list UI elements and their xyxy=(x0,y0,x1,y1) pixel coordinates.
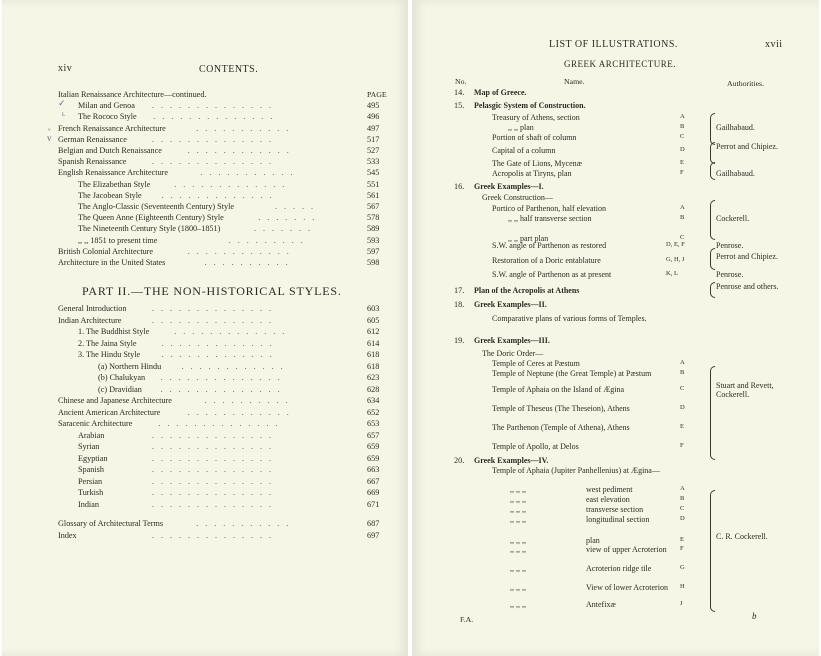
toc-entry-label: The Elizabethan Style xyxy=(78,179,151,189)
left-page-number: xiv xyxy=(58,63,73,74)
leader-dots: .............. xyxy=(158,419,285,428)
plate-letter: G xyxy=(680,564,685,571)
toc-entry-page: 598 xyxy=(367,258,380,267)
toc-entry-label: Turkish xyxy=(78,488,104,497)
page-column-header: PAGE xyxy=(367,90,387,99)
plate-letter: B xyxy=(680,214,685,221)
toc-entry-label: The Jacobean Style xyxy=(78,190,142,200)
authority-name: Stuart and Revett, Cockerell. xyxy=(716,381,774,399)
leader-dots: .......... xyxy=(204,258,295,267)
leader-dots: ............ xyxy=(187,407,296,417)
plate-letter: B xyxy=(680,369,685,376)
col-authorities-header: Authorities. xyxy=(727,79,765,88)
illustration-title: Capital of a column xyxy=(492,146,556,155)
illustration-title: Portico of Parthenon, half elevation xyxy=(492,204,606,213)
leader-dots: .............. xyxy=(152,499,278,509)
toc-row xyxy=(2,362,408,373)
toc-entry-page: 663 xyxy=(367,465,380,474)
plate-letter: C xyxy=(680,133,685,140)
toc-row xyxy=(2,500,408,511)
leader-dots: ............ xyxy=(181,361,290,371)
toc-entry-label: The Queen Anne (Eighteenth Century) Style xyxy=(78,213,224,223)
toc-row xyxy=(2,519,408,530)
ditto-marks: ,, ,, ,, xyxy=(510,545,526,554)
leader-dots: ....... xyxy=(258,213,322,223)
toc-entry-page: 567 xyxy=(367,202,380,211)
toc-row xyxy=(2,408,408,419)
illustration-title: S.W. angle of Parthenon as restored xyxy=(492,241,607,250)
toc-entry-label: (a) Northern Hindu xyxy=(98,361,162,371)
illustration-title: view of upper Acroterion xyxy=(586,545,667,554)
toc-entry-page: 597 xyxy=(367,246,380,256)
footer-signature: F.A. xyxy=(460,615,474,624)
toc-row xyxy=(2,224,408,235)
toc-entry-page: 659 xyxy=(367,453,380,463)
toc-entry-label: Ancient American Architecture xyxy=(58,407,161,417)
leader-dots: .............. xyxy=(160,373,287,382)
illustration-number: 20. xyxy=(454,456,465,465)
illustration-title: Greek Construction— xyxy=(482,193,553,202)
toc-row xyxy=(2,202,408,213)
plate-letter: A xyxy=(680,204,685,211)
plate-letter: E xyxy=(680,536,684,543)
greek-architecture-subheader: GREEK ARCHITECTURE. xyxy=(564,59,676,69)
authority-name: Perrot and Chipiez. xyxy=(716,142,778,151)
illustration-title: Greek Examples—III. xyxy=(474,336,550,345)
illustration-title: Greek Examples—II. xyxy=(474,300,547,309)
toc-row xyxy=(2,236,408,247)
left-page-contents xyxy=(2,0,408,656)
ditto-marks: ,, ,, ,, xyxy=(510,485,526,494)
toc-entry-page: 533 xyxy=(367,157,380,167)
toc-entry-label: Italian Renaissance Architecture—continued. xyxy=(58,90,207,99)
ditto-marks: ,, ,, ,, xyxy=(510,600,526,609)
brace xyxy=(710,366,715,460)
toc-entry-label: Spanish xyxy=(78,465,104,474)
toc-entry-page: 671 xyxy=(367,499,380,509)
toc-entry-label: The Rococo Style xyxy=(78,112,137,122)
illustration-title: Comparative plans of various forms of Temples. xyxy=(492,314,647,323)
brace xyxy=(710,490,715,612)
leader-dots: .............. xyxy=(152,315,278,325)
plate-letter: F xyxy=(680,169,684,176)
toc-entry-label: French Renaissance Architecture xyxy=(58,123,166,133)
ditto-marks: ,, ,, ,, xyxy=(510,536,526,545)
toc-entry-label: English Renaissance Architecture xyxy=(58,168,169,178)
toc-entry-label: British Colonial Architecture xyxy=(58,246,154,256)
contents-header: CONTENTS. xyxy=(199,64,259,75)
pencil-tick-mark: ʟ xyxy=(62,110,66,118)
illustration-title: Portion of shaft of column xyxy=(492,133,577,142)
toc-row xyxy=(2,247,408,258)
illustration-number: 14. xyxy=(454,88,465,97)
ditto-marks: ,, ,, ,, xyxy=(510,515,526,524)
authority-name: Cockerell. xyxy=(716,214,750,223)
plate-letter: C xyxy=(680,234,685,241)
ditto-marks: ,, ,, ,, xyxy=(510,583,526,592)
leader-dots: ..... xyxy=(275,202,320,211)
ditto-marks: ,, ,, ,, xyxy=(510,564,526,573)
footer-letter: b xyxy=(752,611,757,621)
plate-letter: H xyxy=(680,583,685,590)
toc-entry-page: 628 xyxy=(367,384,380,394)
illustration-title: plan xyxy=(586,536,600,545)
toc-entry-label: German Renaissance xyxy=(58,134,127,144)
toc-entry-page: 545 xyxy=(367,168,380,178)
toc-entry-page: 578 xyxy=(367,213,380,223)
illustration-title: ,, ,, plan xyxy=(508,123,534,132)
plate-letter: G, H, J xyxy=(666,256,685,263)
plate-letter: C xyxy=(680,385,685,392)
toc-entry-page: 612 xyxy=(367,327,380,336)
toc-row xyxy=(2,157,408,168)
illustration-title: transverse section xyxy=(586,505,644,514)
illustration-title: Greek Examples—IV. xyxy=(474,456,549,465)
illustration-title: Acroterion ridge tile xyxy=(586,564,652,573)
illustration-number: 16. xyxy=(454,182,465,191)
leader-dots: .............. xyxy=(152,530,278,540)
toc-row xyxy=(2,419,408,430)
authority-name: Penrose. xyxy=(716,270,744,279)
leader-dots: .............. xyxy=(152,442,278,451)
plate-letter: E xyxy=(680,423,684,430)
leader-dots: .............. xyxy=(152,453,278,463)
plate-letter: J xyxy=(680,600,683,607)
plate-letter: E xyxy=(680,159,684,166)
leader-dots: .............. xyxy=(152,488,278,497)
illustration-title: longitudinal section xyxy=(586,515,650,524)
illustration-title: Temple of Neptune (the Great Temple) at Pæstum xyxy=(492,369,652,378)
illustration-number: 17. xyxy=(454,286,465,295)
toc-entry-label: (c) Dravidian xyxy=(98,384,142,394)
toc-entry-page: 623 xyxy=(367,373,380,382)
illustration-title: Treasury of Athens, section xyxy=(492,113,580,122)
toc-entry-label: The Nineteenth Century Style (1800–1851) xyxy=(78,224,221,234)
toc-entry-page: 687 xyxy=(367,519,380,528)
illustration-title: Plan of the Acropolis at Athens xyxy=(474,286,580,295)
toc-entry-page: 652 xyxy=(367,407,380,417)
leader-dots: ........... xyxy=(196,519,296,528)
illustration-number: 15. xyxy=(454,101,465,110)
ditto-marks: ,, ,, ,, xyxy=(510,495,526,504)
toc-row xyxy=(2,135,408,146)
illustration-title: The Gate of Lions, Mycenæ xyxy=(492,159,582,168)
toc-entry-label: The Anglo-Classic (Seventeenth Century) Style xyxy=(78,202,234,211)
toc-row xyxy=(2,258,408,269)
plate-letter: B xyxy=(680,123,685,130)
toc-row xyxy=(2,168,408,179)
leader-dots: ....... xyxy=(254,224,317,234)
plate-letter: F xyxy=(680,442,684,449)
col-no-header: No. xyxy=(455,77,467,86)
brace xyxy=(710,162,715,180)
toc-row xyxy=(2,477,408,488)
plate-letter: D xyxy=(680,515,685,522)
plate-letter: C xyxy=(680,505,685,512)
plate-letter: A xyxy=(680,485,685,492)
toc-entry-page: 605 xyxy=(367,315,380,325)
toc-entry-page: 527 xyxy=(367,146,380,155)
brace xyxy=(710,282,715,298)
right-page-number: xvii xyxy=(765,39,783,50)
authority-name: Perrot and Chipiez. xyxy=(716,252,778,261)
toc-entry-page: 551 xyxy=(367,179,380,189)
authority-name: Penrose. xyxy=(716,241,744,250)
toc-entry-label: 2. The Jaina Style xyxy=(78,338,137,348)
authority-name: Gailhabaud. xyxy=(716,123,755,132)
illustration-title: The Parthenon (Temple of Athena), Athens xyxy=(492,423,630,432)
illustration-title: east elevation xyxy=(586,495,630,504)
toc-row xyxy=(2,531,408,542)
illustration-title: Acropolis at Tiryns, plan xyxy=(492,169,572,178)
toc-row xyxy=(2,350,408,361)
toc-entry-label: Belgian and Dutch Renaissance xyxy=(58,146,162,155)
ditto-marks: ,, ,, ,, xyxy=(510,505,526,514)
pencil-check-mark: v xyxy=(47,133,52,143)
brace xyxy=(710,248,715,270)
leader-dots: ............. xyxy=(174,327,292,336)
authority-name: Gailhabaud. xyxy=(716,169,755,178)
toc-entry-page: 669 xyxy=(367,488,380,497)
illustration-title: Map of Greece. xyxy=(474,88,527,97)
leader-dots: .............. xyxy=(152,304,278,313)
toc-row xyxy=(2,488,408,499)
toc-entry-label: Persian xyxy=(78,476,103,486)
illustration-number: 18. xyxy=(454,300,465,309)
illustration-title: The Doric Order— xyxy=(482,349,544,358)
plate-letter: D, E, F xyxy=(666,241,685,248)
col-name-header: Name. xyxy=(564,77,585,86)
illustration-title: Pelasgic System of Construction. xyxy=(474,101,586,110)
illustration-title: ,, ,, half transverse section xyxy=(508,214,592,223)
toc-entry-label: ,, ,, 1851 to present time xyxy=(78,235,158,245)
leader-dots: .............. xyxy=(152,476,278,486)
leader-dots: ............. xyxy=(161,190,279,200)
part2-title: PART II.—THE NON-HISTORICAL STYLES. xyxy=(82,284,342,298)
toc-row xyxy=(2,124,408,135)
leader-dots: .............. xyxy=(152,430,278,440)
illustration-title: Antefixæ xyxy=(586,600,616,609)
leader-dots: .............. xyxy=(152,465,278,474)
illustration-title: S.W. angle of Parthenon as at present xyxy=(492,270,612,279)
toc-entry-page: 603 xyxy=(367,304,380,313)
toc-entry-label: Chinese and Japanese Architecture xyxy=(58,396,172,405)
illustration-number: 19. xyxy=(454,336,465,345)
right-page-illustrations xyxy=(412,0,819,656)
toc-row xyxy=(2,373,408,384)
toc-row xyxy=(2,146,408,157)
toc-entry-page: 589 xyxy=(367,224,380,234)
illustration-title: Temple of Aphaia on the Island of Ægina xyxy=(492,385,625,394)
toc-entry-label: General Introduction xyxy=(58,304,127,313)
authority-name: Penrose and others. xyxy=(716,282,779,291)
leader-dots: .......... xyxy=(204,396,295,405)
brace xyxy=(710,200,715,240)
leader-dots: .............. xyxy=(152,101,278,111)
toc-row xyxy=(2,316,408,327)
illustration-title: Restoration of a Doric entablature xyxy=(492,256,601,265)
leader-dots: ........... xyxy=(196,123,296,133)
toc-row xyxy=(2,465,408,476)
illustration-title: Temple of Apollo, at Delos xyxy=(492,442,579,451)
plate-letter: F xyxy=(680,545,684,552)
leader-dots: ............. xyxy=(174,179,292,189)
toc-row xyxy=(2,180,408,191)
toc-entry-label: Spanish Renaissance xyxy=(58,157,127,167)
toc-entry-label: Indian xyxy=(78,499,99,509)
toc-row xyxy=(2,396,408,407)
illustration-title: Temple of Aphaia (Jupiter Panhellenius) at Ægina— xyxy=(492,466,660,475)
toc-entry-page: 618 xyxy=(367,361,380,371)
illustrations-header: LIST OF ILLUSTRATIONS. xyxy=(549,39,678,50)
toc-entry-page: 653 xyxy=(367,419,380,428)
brace xyxy=(710,113,715,145)
toc-row xyxy=(2,431,408,442)
toc-entry-page: 667 xyxy=(367,476,380,486)
leader-dots: .............. xyxy=(152,157,278,167)
toc-entry-page: 593 xyxy=(367,235,380,245)
leader-dots: ......... xyxy=(228,235,310,245)
pencil-check-mark: ᵥ xyxy=(48,122,51,132)
toc-entry-label: 1. The Buddhist Style xyxy=(78,327,150,336)
leader-dots: .............. xyxy=(153,112,280,122)
toc-row xyxy=(2,327,408,338)
illustration-title: ,, ,, part plan xyxy=(508,234,549,243)
toc-entry-label: 3. The Hindu Style xyxy=(78,350,141,359)
plate-letter: D xyxy=(680,146,685,153)
illustration-title: Temple of Theseus (The Theseion), Athens xyxy=(492,404,630,413)
toc-entry-page: 497 xyxy=(367,123,380,133)
illustration-title: Greek Examples—I. xyxy=(474,182,544,191)
illustration-title: west pediment xyxy=(586,485,633,494)
leader-dots: ............ xyxy=(187,146,296,155)
authority-name: C. R. Cockerell. xyxy=(716,532,768,541)
plate-letter: B xyxy=(680,495,685,502)
toc-entry-label: Arabian xyxy=(78,430,105,440)
toc-entry-page: 495 xyxy=(367,101,380,111)
illustration-title: View of lower Acroterion xyxy=(586,583,668,592)
leader-dots: .............. xyxy=(160,384,287,394)
toc-entry-label: Egyptian xyxy=(78,453,108,463)
toc-entry-page: 657 xyxy=(367,430,380,440)
toc-entry-page: 659 xyxy=(367,442,380,451)
illustration-title: Temple of Ceres at Pæstum xyxy=(492,359,580,368)
leader-dots: ........... xyxy=(200,168,300,178)
toc-entry-page: 561 xyxy=(367,190,380,200)
leader-dots: ............ xyxy=(187,246,296,256)
plate-letter: A xyxy=(680,359,685,366)
plate-letter: D xyxy=(680,404,685,411)
plate-letter: A xyxy=(680,113,685,120)
toc-entry-page: 517 xyxy=(367,134,380,144)
leader-dots: ............. xyxy=(161,338,279,348)
leader-dots: ............. xyxy=(161,350,279,359)
toc-entry-label: (b) Chalukyan xyxy=(98,373,146,382)
brace xyxy=(710,142,715,164)
toc-entry-page: 634 xyxy=(367,396,380,405)
toc-row xyxy=(2,213,408,224)
toc-row xyxy=(2,191,408,202)
toc-entry-label: Architecture in the United States xyxy=(58,258,166,267)
plate-letter: K, L xyxy=(666,270,678,277)
toc-row xyxy=(2,385,408,396)
pencil-check-mark: ✓ xyxy=(58,98,66,108)
toc-entry-page: 496 xyxy=(367,112,380,122)
toc-entry-label: Glossary of Architectural Terms xyxy=(58,519,164,528)
toc-row xyxy=(2,339,408,350)
toc-row xyxy=(2,454,408,465)
toc-entry-label: Index xyxy=(58,530,77,540)
toc-row xyxy=(2,442,408,453)
toc-entry-page: 614 xyxy=(367,338,380,348)
toc-entry-label: Syrian xyxy=(78,442,100,451)
toc-entry-label: Milan and Genoa xyxy=(78,101,135,111)
toc-entry-page: 697 xyxy=(367,530,380,540)
toc-entry-label: Saracenic Architecture xyxy=(58,419,133,428)
leader-dots: .............. xyxy=(152,134,278,144)
toc-row xyxy=(2,304,408,315)
toc-entry-label: Indian Architecture xyxy=(58,315,122,325)
toc-entry-page: 618 xyxy=(367,350,380,359)
